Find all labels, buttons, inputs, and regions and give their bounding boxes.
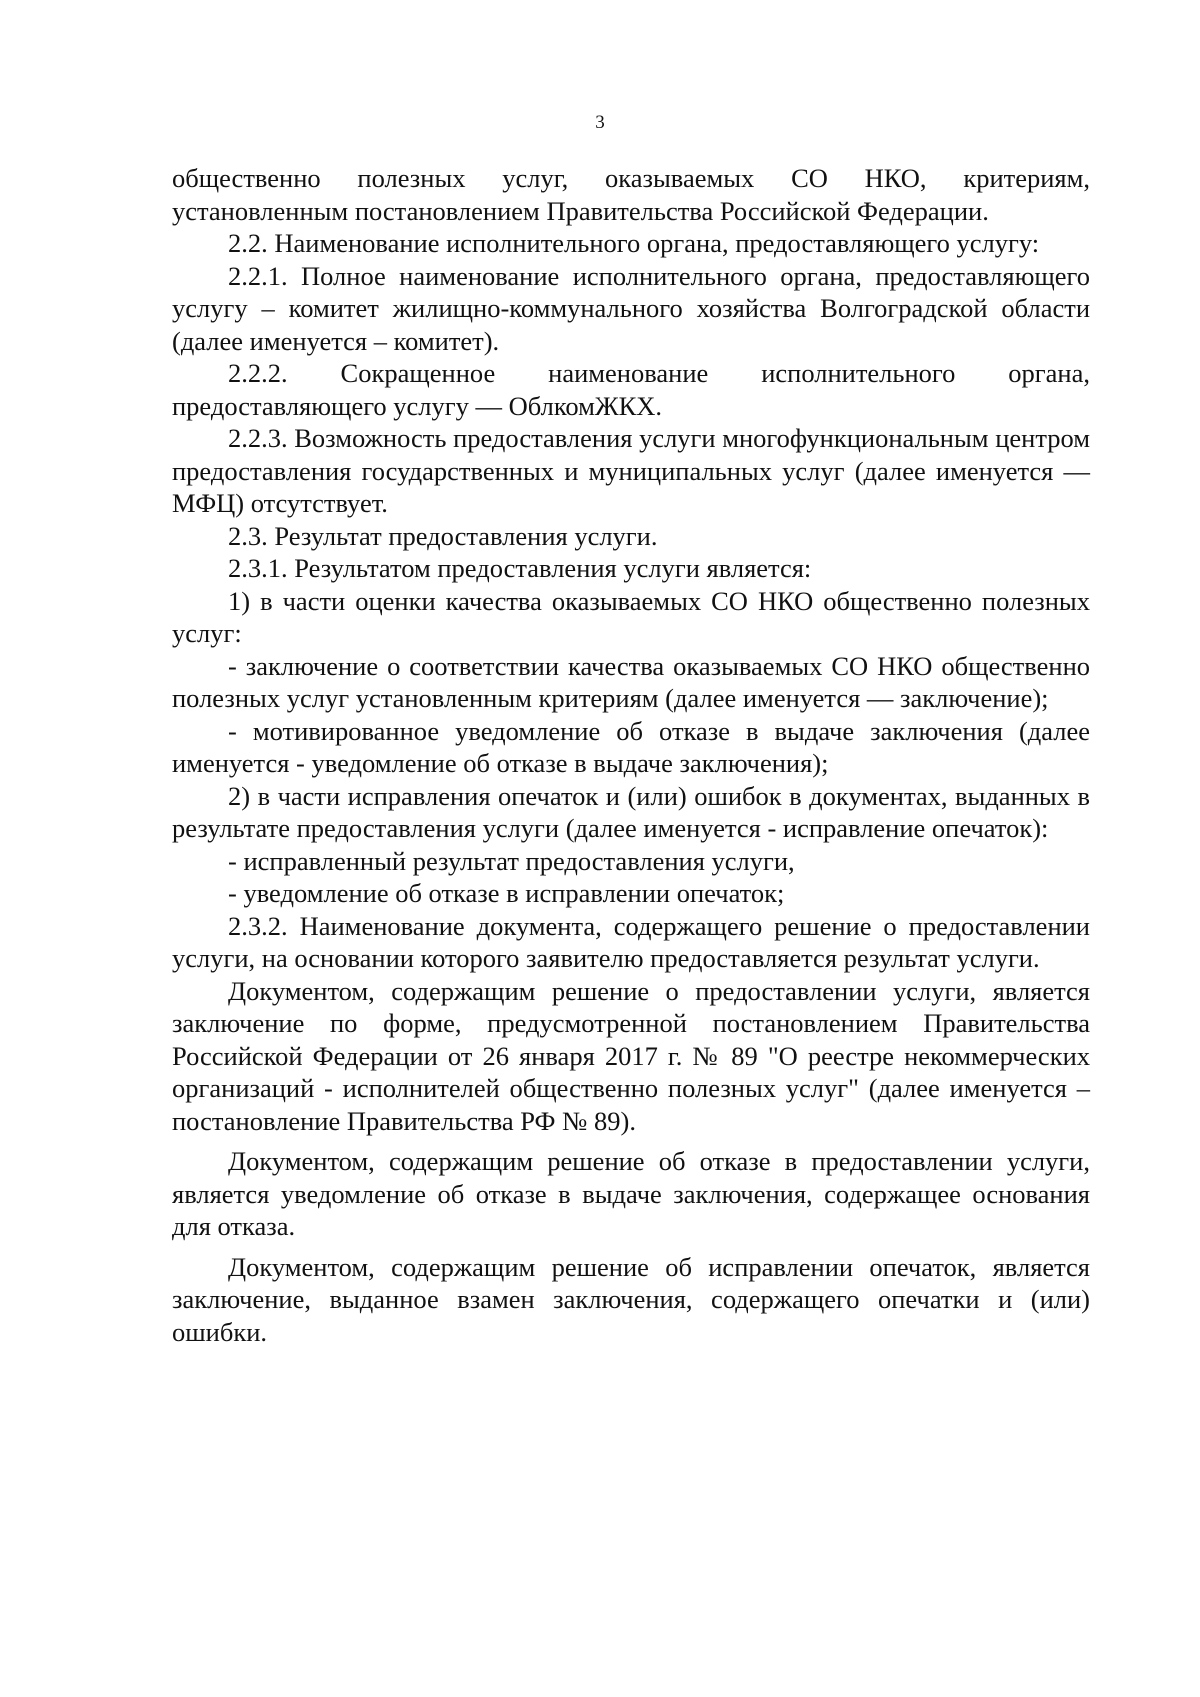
paragraph: Документом, содержащим решение об исправлении опечаток, является заключение, выданное взамен заключения, содержащего опечатки и (или) ошибки. — [172, 1251, 1090, 1347]
paragraph: 2.2. Наименование исполнительного органа, предоставляющего услугу: — [228, 228, 1040, 258]
paragraph: 2.2.1. Полное наименование исполнительного органа, предоставляющего услугу – комитет жилищно-коммунального хозяйства Волгоградской области (далее именуется – комитет). — [172, 260, 1090, 356]
paragraph: - уведомление об отказе в исправлении опечаток; — [228, 878, 785, 908]
document-body — [172, 162, 1090, 1348]
paragraph: 2) в части исправления опечаток и (или) ошибок в документах, выданных в результате предоставления услуги (далее именуется - исправление опечаток): — [172, 780, 1090, 843]
paragraph: 2.3.1. Результатом предоставления услуги является: — [228, 553, 812, 583]
paragraph: 2.3.2. Наименование документа, содержащего решение о предоставлении услуги, на основании которого заявителю предоставляется результат услуги. — [172, 910, 1090, 973]
paragraph: 2.3. Результат предоставления услуги. — [228, 520, 658, 551]
paragraph: 2.2.3. Возможность предоставления услуги многофункциональным центром предоставления государственных и муниципальных услуг (далее именуется — МФЦ) отсутствует. — [172, 423, 1090, 518]
paragraph: 2.2.2. Сокращенное наименование исполнительного органа, предоставляющего услугу — ОблкомЖКХ. — [172, 358, 1090, 421]
paragraph: - исправленный результат предоставления услуги, — [228, 845, 795, 876]
paragraph: - заключение о соответствии качества оказываемых СО НКО общественно полезных услуг установленным критериям (далее именуется — заключение); — [172, 650, 1090, 713]
paragraph: Документом, содержащим решение об отказе в предоставлении услуги, является уведомление об отказе в выдаче заключения, содержащее основания для отказа. — [172, 1146, 1090, 1241]
page-number: 3 — [595, 112, 605, 133]
paragraph: Документом, содержащим решение о предоставлении услуги, является заключение по форме, предусмотренной постановлением Правительства Российской Федерации от 26 января 2017 г. № 89 "О реестре некоммерческих организаций - исполнителей общественно полезных услуг" (далее именуется – постановление Правительства РФ № 89). — [172, 975, 1090, 1136]
paragraph: 1) в части оценки качества оказываемых СО НКО общественно полезных услуг: — [172, 585, 1090, 648]
paragraph: - мотивированное уведомление об отказе в выдаче заключения (далее именуется - уведомление об отказе в выдаче заключения); — [172, 715, 1090, 778]
paragraph: общественно полезных услуг, оказываемых СО НКО, критериям, установленным постановлением Правительства Российской Федерации. — [172, 163, 1090, 226]
